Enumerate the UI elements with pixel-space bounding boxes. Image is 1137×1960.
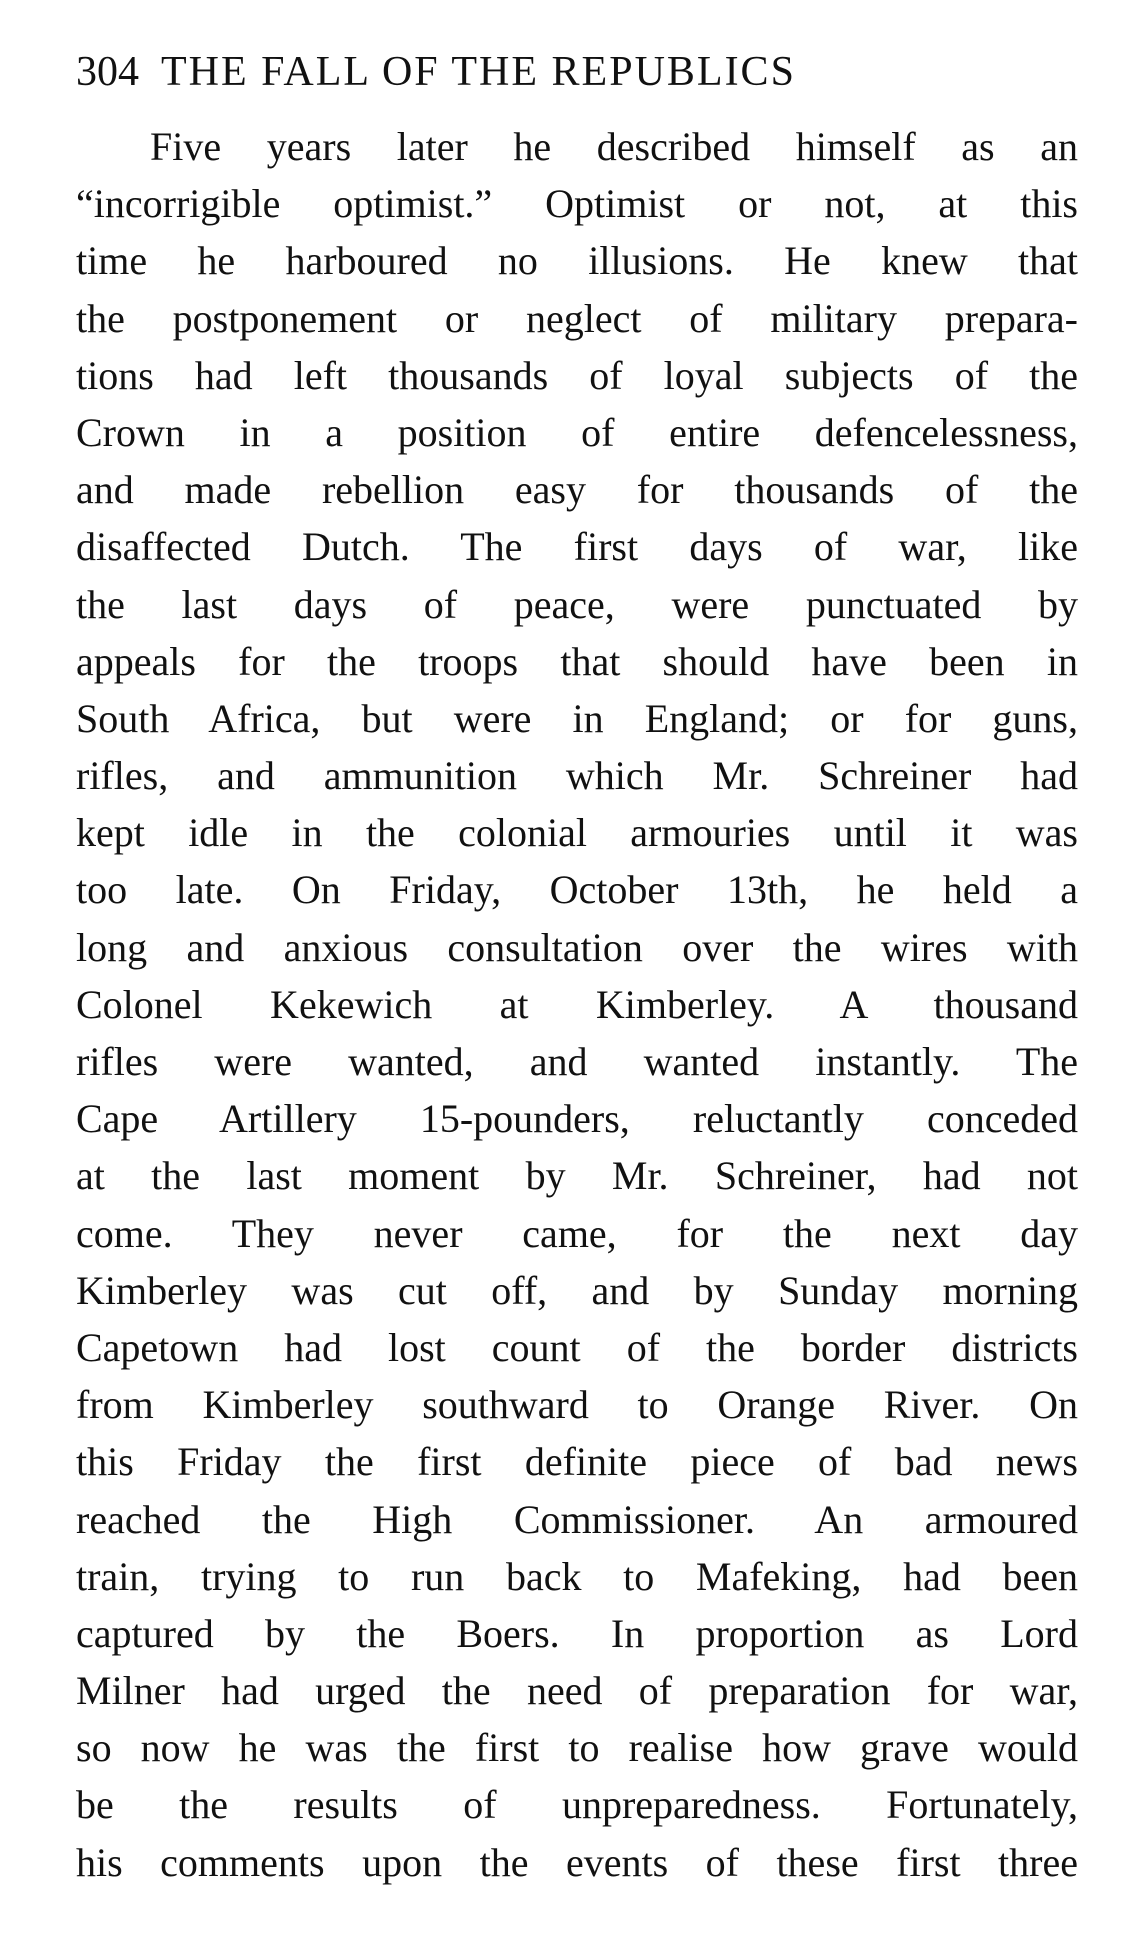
text-line: Milner had urged the need of preparation for war, [76,1668,1078,1714]
text-line: the last days of peace, were punctuated by [76,581,1078,627]
text-line: Crown in a position of entire defencelessness, [76,409,1078,455]
text-line: Kimberley was cut off, and by Sunday morning [76,1267,1078,1313]
text-line: Five years later he described himself as an [150,124,1078,169]
text-line: captured by the Boers. In proportion as Lord [76,1610,1078,1656]
text-line: from Kimberley southward to Orange River. On [76,1382,1078,1428]
text-line: so now he was the first to realise how grave would [76,1725,1078,1771]
text-line: be the results of unpreparedness. Fortunately, [76,1782,1078,1828]
body-text [76,118,1078,1891]
text-line: “incorrigible optimist.” Optimist or not, at this [76,181,1078,227]
text-line: kept idle in the colonial armouries until it was [76,810,1078,856]
text-line: appeals for the troops that should have been in [76,638,1078,684]
running-header [76,48,1086,96]
text-line: reached the High Commissioner. An armoured [76,1496,1078,1542]
text-line: time he harboured no illusions. He knew that [76,238,1078,284]
text-line: this Friday the first definite piece of bad news [76,1439,1078,1485]
text-line: train, trying to run back to Mafeking, had been [76,1553,1078,1599]
page-number: 304 [76,49,139,95]
text-line: disaffected Dutch. The first days of war, like [76,524,1078,570]
text-line: rifles were wanted, and wanted instantly. The [76,1039,1078,1084]
text-line: Colonel Kekewich at Kimberley. A thousand [76,981,1078,1027]
text-line: long and anxious consultation over the wires with [76,924,1078,970]
text-line: Cape Artillery 15-pounders, reluctantly conceded [76,1096,1078,1142]
text-line: his comments upon the events of these first three [76,1839,1078,1885]
text-line: at the last moment by Mr. Schreiner, had not [76,1153,1078,1199]
text-line: rifles, and ammunition which Mr. Schreiner had [76,753,1078,799]
text-line: South Africa, but were in England; or for guns, [76,695,1078,741]
text-line: too late. On Friday, October 13th, he held a [76,867,1078,913]
text-line: and made rebellion easy for thousands of the [76,467,1078,513]
text-line: the postponement or neglect of military prepara- [76,295,1078,341]
text-line: come. They never came, for the next day [76,1210,1078,1256]
running-title: THE FALL OF THE REPUBLICS [161,49,796,95]
text-line: Capetown had lost count of the border districts [76,1324,1078,1370]
text-line: tions had left thousands of loyal subjects of the [76,352,1078,398]
